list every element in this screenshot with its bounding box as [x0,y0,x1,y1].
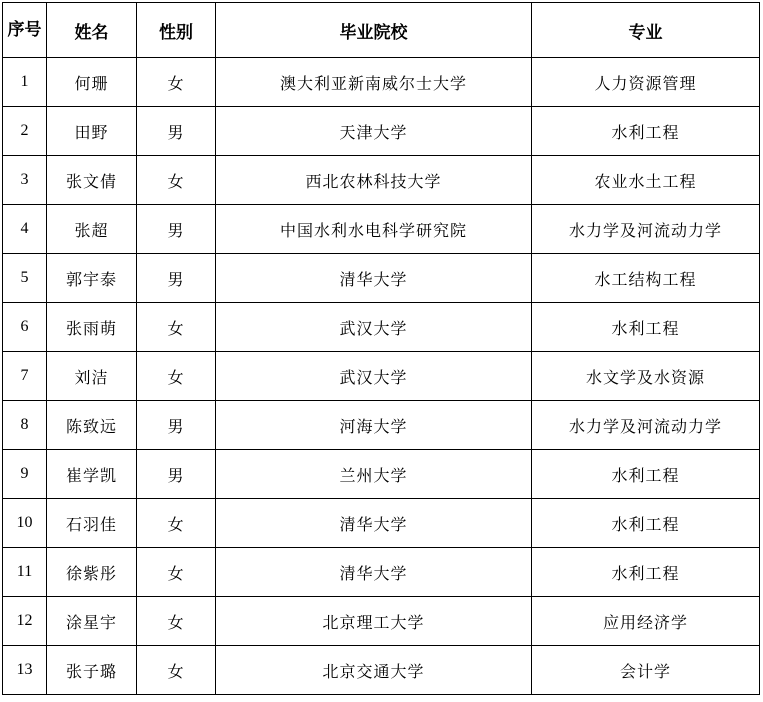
cell-no: 4 [3,205,47,254]
cell-school: 中国水利水电科学研究院 [216,205,532,254]
cell-major: 水力学及河流动力学 [532,401,760,450]
table-row [3,205,760,254]
cell-gender: 男 [137,254,216,303]
cell-school: 清华大学 [216,499,532,548]
header-name: 姓名 [47,3,137,58]
header-gender: 性别 [137,3,216,58]
cell-name: 石羽佳 [47,499,137,548]
table-row [3,646,760,695]
cell-school: 澳大利亚新南威尔士大学 [216,58,532,107]
table-row [3,58,760,107]
cell-school: 北京理工大学 [216,597,532,646]
cell-no: 2 [3,107,47,156]
header-school: 毕业院校 [216,3,532,58]
cell-school: 西北农林科技大学 [216,156,532,205]
cell-major: 水利工程 [532,499,760,548]
cell-no: 11 [3,548,47,597]
cell-major: 水利工程 [532,450,760,499]
cell-major: 水利工程 [532,107,760,156]
table-row [3,107,760,156]
cell-name: 田野 [47,107,137,156]
cell-no: 12 [3,597,47,646]
cell-school: 清华大学 [216,548,532,597]
table-row [3,303,760,352]
cell-major: 水利工程 [532,548,760,597]
cell-gender: 女 [137,499,216,548]
cell-major: 水利工程 [532,303,760,352]
cell-name: 涂星宇 [47,597,137,646]
cell-major: 应用经济学 [532,597,760,646]
cell-gender: 男 [137,401,216,450]
header-major: 专业 [532,3,760,58]
cell-no: 6 [3,303,47,352]
cell-name: 张文倩 [47,156,137,205]
cell-gender: 女 [137,352,216,401]
table-body [3,58,760,695]
cell-school: 北京交通大学 [216,646,532,695]
cell-no: 10 [3,499,47,548]
cell-gender: 女 [137,597,216,646]
table-row [3,156,760,205]
cell-name: 何珊 [47,58,137,107]
cell-name: 刘洁 [47,352,137,401]
cell-name: 张子璐 [47,646,137,695]
cell-school: 清华大学 [216,254,532,303]
table-row [3,401,760,450]
cell-name: 郭宇泰 [47,254,137,303]
cell-no: 8 [3,401,47,450]
cell-no: 7 [3,352,47,401]
cell-gender: 女 [137,303,216,352]
cell-school: 武汉大学 [216,303,532,352]
cell-gender: 男 [137,107,216,156]
cell-major: 水力学及河流动力学 [532,205,760,254]
cell-name: 徐紫彤 [47,548,137,597]
cell-gender: 女 [137,156,216,205]
cell-no: 1 [3,58,47,107]
cell-name: 崔学凯 [47,450,137,499]
table-row [3,450,760,499]
graduate-roster-table [2,2,760,695]
cell-no: 3 [3,156,47,205]
table-row [3,597,760,646]
cell-name: 张雨萌 [47,303,137,352]
cell-school: 天津大学 [216,107,532,156]
table-row [3,352,760,401]
cell-major: 人力资源管理 [532,58,760,107]
cell-major: 农业水土工程 [532,156,760,205]
cell-gender: 男 [137,450,216,499]
cell-name: 张超 [47,205,137,254]
cell-school: 武汉大学 [216,352,532,401]
cell-school: 兰州大学 [216,450,532,499]
cell-major: 水工结构工程 [532,254,760,303]
cell-major: 会计学 [532,646,760,695]
cell-gender: 女 [137,548,216,597]
cell-gender: 男 [137,205,216,254]
cell-school: 河海大学 [216,401,532,450]
cell-gender: 女 [137,58,216,107]
table-row [3,254,760,303]
header-no: 序号 [3,3,47,58]
cell-gender: 女 [137,646,216,695]
cell-no: 5 [3,254,47,303]
cell-name: 陈致远 [47,401,137,450]
cell-major: 水文学及水资源 [532,352,760,401]
table-header-row [3,3,760,58]
table-row [3,548,760,597]
cell-no: 13 [3,646,47,695]
cell-no: 9 [3,450,47,499]
table-row [3,499,760,548]
